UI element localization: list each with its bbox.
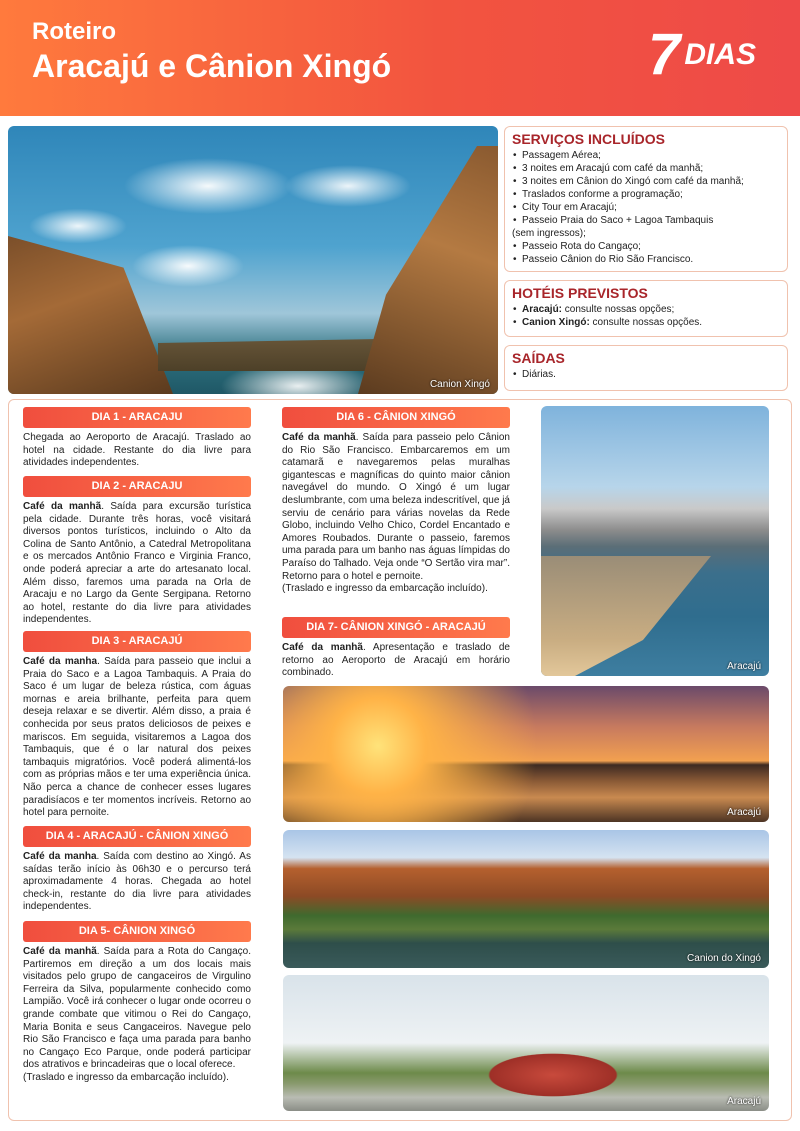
list-item: • Diárias. xyxy=(512,368,780,381)
page-title: Aracajú e Cânion Xingó xyxy=(32,48,392,84)
coastline xyxy=(541,556,711,676)
list-item xyxy=(512,316,780,329)
header-banner xyxy=(0,0,800,116)
day-2-body: . Saída para excursão turística pela cidade. Durante três horas, você visitará diversos pontos turísticos, incluindo o Alto da Colina de Santo Antônio, a Catedral Metropolitana e os mercados Antônio Franco e Virginia Franco, onde poderá apreciar a arte do artesanato local. Além disso, faremos uma parada na Orla de Aracaju e no Largo da Gente Sergipana. Retorno ao hotel, restante do dia livre para atividades independentes. xyxy=(23,501,251,626)
day-7-body: . Apresentação e traslado de retorno ao Aeroporto de Aracajú em horário combinado. xyxy=(282,642,510,679)
list-item: • 3 noites em Cânion do Xingó com café da manhã; xyxy=(512,175,780,188)
day-7-header: DIA 7- CÂNION XINGÓ - ARACAJÚ xyxy=(282,617,510,638)
cliff-left xyxy=(8,236,173,394)
page-subtitle: Roteiro xyxy=(32,18,116,45)
days-number: 7 xyxy=(648,22,681,87)
day-5-note: (Traslado e ingresso da embarcação incluído). xyxy=(23,1071,229,1083)
canion-xingo-photo xyxy=(8,126,498,394)
day-4-header: DIA 4 - ARACAJÚ - CÂNION XINGÓ xyxy=(23,826,251,847)
list-item: • Passeio Cânion do Rio São Francisco. xyxy=(512,253,780,266)
hotels-box xyxy=(504,280,788,337)
services-list xyxy=(512,149,780,266)
departures-list xyxy=(512,368,780,381)
hotel-city: Aracajú: xyxy=(522,304,563,315)
aracaju-sunset-photo xyxy=(283,686,769,822)
list-item: • Traslados conforme a programação; xyxy=(512,188,780,201)
canion-river-photo xyxy=(283,830,769,968)
departures-title: SAÍDAS xyxy=(512,350,565,366)
duration-badge xyxy=(648,22,756,87)
day-3-body: . Saída para passeio que inclui a Praia do Saco e a Lagoa Tambaquis. A Praia do Saco é um lugar de beleza rústica, com águas mornas e areia brilhante, perfeita para quem deseja relaxar e se divertir. Além disso, a praia é conhecida por seus pratos deliciosos de peixes e mariscos. Em seguida, visitaremos a Lagoa dos Tambaquis, que é o lar natural dos peixes tambaquis migratórios. Você poderá alimentá-los com as próprias mãos e ter uma experiência única. Não perca a chance de conhecer esses lugares paradisíacos e ter momentos incríveis. Retorno ao hotel para pernoite. xyxy=(23,656,251,819)
photo-caption: Aracajú xyxy=(727,661,761,672)
day-7-lead: Café da manhã xyxy=(282,642,363,653)
services-title: SERVIÇOS INCLUÍDOS xyxy=(512,131,665,147)
day-6-body: . Saída para passeio pelo Cânion do Rio São Francisco. Embarcaremos em um catamarã e navegaremos pelas muralhas gigantescas e magníficas do quinto maior cânion navegável do mundo. O Xingó é um lugar deslumbrante, com uma beleza indescritível, que já serviu de cenário para várias novelas da Rede Globo, incluindo Velho Chico, Cordel Encantado e Amores Roubados. Durante o passeio, faremos uma parada para um banho nas águas límpidas do Paraíso do Talhado. Veja onde “O Sertão vira mar”. Retorno para o hotel e pernoite. xyxy=(282,432,510,582)
day-2-header: DIA 2 - ARACAJU xyxy=(23,476,251,497)
day-6-header: DIA 6 - CÂNION XINGÓ xyxy=(282,407,510,428)
crab-statue xyxy=(453,1020,653,1100)
day-5-body: . Saída para a Rota do Cangaço. Partiremos em direção a um dos locais mais visitados pelo grupo de cangaceiros de Virgulino Ferreira da Silva, popularmente conhecido como Lampião. Você irá conhecer o lugar onde ocorreu o grande combate que vitimou o Rei do Cangaço, Maria Bonita e seus Cangaceiros. Navegue pelo Rio São Francisco e faça uma parada para banho no Cangaço Eco Parque, onde poderá participar dos atrativos e brincadeiras que o local oferece. xyxy=(23,946,251,1071)
services-box xyxy=(504,126,788,272)
photo-caption: Aracajú xyxy=(727,1096,761,1107)
aracaju-aerial-photo xyxy=(541,406,769,676)
photo-caption: Canion Xingó xyxy=(429,379,490,390)
day-1-body: Chegada ao Aeroporto de Aracajú. Traslado ao hotel na cidade. Restante do dia livre para atividades independentes. xyxy=(23,432,251,469)
list-item: • Passeio Rota do Cangaço; xyxy=(512,240,780,253)
day-5-text xyxy=(23,946,251,1085)
day-1-text xyxy=(23,432,251,470)
list-item: • Passagem Aérea; xyxy=(512,149,780,162)
hotels-title: HOTÉIS PREVISTOS xyxy=(512,285,648,301)
hotel-city: Canion Xingó: xyxy=(522,317,590,328)
day-6-note: (Traslado e ingresso da embarcação incluído). xyxy=(282,583,488,595)
day-6-text xyxy=(282,432,510,596)
photo-caption: Canion do Xingó xyxy=(687,953,761,964)
departures-box xyxy=(504,345,788,391)
day-3-lead: Café da manha xyxy=(23,656,98,667)
day-2-lead: Café da manhã xyxy=(23,501,102,512)
aracaju-crab-statue-photo xyxy=(283,975,769,1111)
cliff-right xyxy=(358,146,498,394)
day-3-text xyxy=(23,656,251,820)
day-1-header: DIA 1 - ARACAJU xyxy=(23,407,251,428)
day-6-lead: Café da manhã xyxy=(282,432,356,443)
day-4-lead: Café da manha xyxy=(23,851,97,862)
days-label: DIAS xyxy=(684,38,756,71)
photo-caption: Aracajú xyxy=(727,807,761,818)
day-5-header: DIA 5- CÂNION XINGÓ xyxy=(23,921,251,942)
day-4-text xyxy=(23,851,251,914)
day-2-text xyxy=(23,501,251,627)
list-item: • City Tour em Aracajú; xyxy=(512,201,780,214)
list-item: • Passeio Praia do Saco + Lagoa Tambaquis xyxy=(512,214,780,227)
day-5-lead: Café da manhã xyxy=(23,946,97,957)
day-4-body: . Saída com destino ao Xingó. As saídas terão início às 06h30 e o percurso terá aproximadamente 4 horas. Chegada ao hotel check-in, restante do dia livre para atividades independentes. xyxy=(23,851,251,913)
day-7-text xyxy=(282,642,510,680)
hotels-list xyxy=(512,303,780,329)
list-item: • 3 noites em Aracajú com café da manhã; xyxy=(512,162,780,175)
hotel-note: consulte nossas opções; xyxy=(562,304,675,315)
list-item: (sem ingressos); xyxy=(512,228,586,239)
canyon-wall xyxy=(158,331,378,371)
list-item xyxy=(512,303,780,316)
hotel-note: consulte nossas opções. xyxy=(589,317,703,328)
day-3-header: DIA 3 - ARACAJÚ xyxy=(23,631,251,652)
